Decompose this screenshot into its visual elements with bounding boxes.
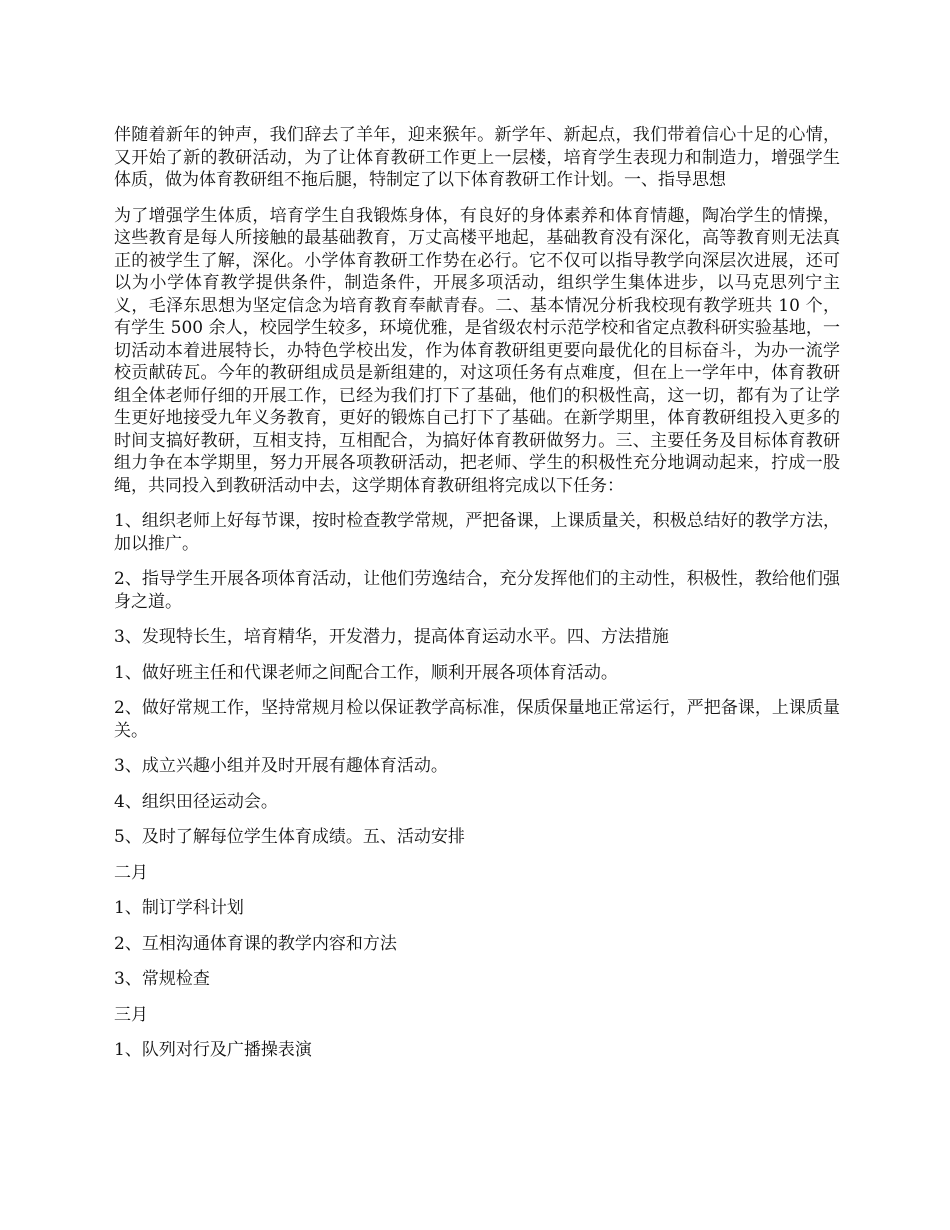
task-item-3: 3、发现特长生，培育精华，开发潜力，提高体育运动水平。四、方法措施 [114, 627, 669, 647]
task-item-1: 1、组织老师上好每节课，按时检查教学常规，严把备课，上课质量关，积极总结好的教学方法，加以推广。 [114, 511, 840, 554]
month-heading-feb: 二月 [114, 862, 148, 883]
feb-item-3: 3、常规检查 [114, 969, 210, 989]
measure-item-3: 3、成立兴趣小组并及时开展有趣体育活动。 [114, 756, 448, 776]
document-body [114, 124, 840, 1075]
intro-paragraph: 伴随着新年的钟声，我们辞去了羊年，迎来猴年。新学年、新起点，我们带着信心十足的心情，又开始了新的教研活动，为了让体育教研工作更上一层楼，培育学生表现力和制造力，增强学生体质，做为体育教研组不拖后腿，特制定了以下体育教研工作计划。一、指导思想 [114, 125, 840, 190]
task-item-2: 2、指导学生开展各项体育活动，让他们劳逸结合，充分发挥他们的主动性，积极性，教给他们强身之道。 [114, 569, 840, 612]
measure-item-4: 4、组织田径运动会。 [114, 791, 278, 812]
month-heading-mar: 三月 [114, 1004, 148, 1025]
measure-item-1: 1、做好班主任和代课老师之间配合工作，顺利开展各项体育活动。 [114, 662, 618, 683]
feb-item-1: 1、制订学科计划 [114, 898, 244, 918]
measure-item-5: 5、及时了解每位学生体育成绩。五、活动安排 [114, 827, 465, 847]
feb-item-2: 2、互相沟通体育课的教学内容和方法 [114, 933, 397, 954]
mar-item-1: 1、队列对行及广播操表演 [114, 1040, 312, 1060]
measure-item-2: 2、做好常规工作，坚持常规月检以保证教学高标准，保质保量地正常运行，严把备课，上课质量关。 [114, 698, 840, 741]
body-paragraph: 为了增强学生体质，培育学生自我锻炼身体，有良好的身体素养和体育情趣，陶冶学生的情操，这些教育是每人所接触的最基础教育，万丈高楼平地起，基础教育没有深化，高等教育则无法真正的被学生了解，深化。小学体育教研工作势在必行。它不仅可以指导教学向深层次进展，还可以为小学体育教学提供条件，制造条件，开展多项活动，组织学生集体进步，以马克思列宁主义，毛泽东思想为坚定信念为培育教育奉献青春。二、基本情况分析我校现有教学班共 10 个，有学生 500 余人，校园学生较多，环境优雅，是省级农村示范学校和省定点教科研实验基地，一切活动本着进展特长，办特色学校出发，作为体育教研组更要向最优化的目标奋斗，为办一流学校贡献砖瓦。今年的教研组成员是新组建的，对这项任务有点难度，但在上一学年中，体育教研组全体老师仔细的开展工作，已经为我们打下了基础，他们的积极性高，这一切，都有为了让学生更好地接受九年义务教育，更好的锻炼自己打下了基础。在新学期里，体育教研组投入更多的时间支搞好教研，互相支持，互相配合，为搞好体育教研做努力。三、主要任务及目标体育教研组力争在本学期里，努力开展各项教研活动，把老师、学生的积极性充分地调动起来，拧成一股绳，共同投入到教研活动中去，这学期体育教研组将完成以下任务： [114, 205, 840, 496]
